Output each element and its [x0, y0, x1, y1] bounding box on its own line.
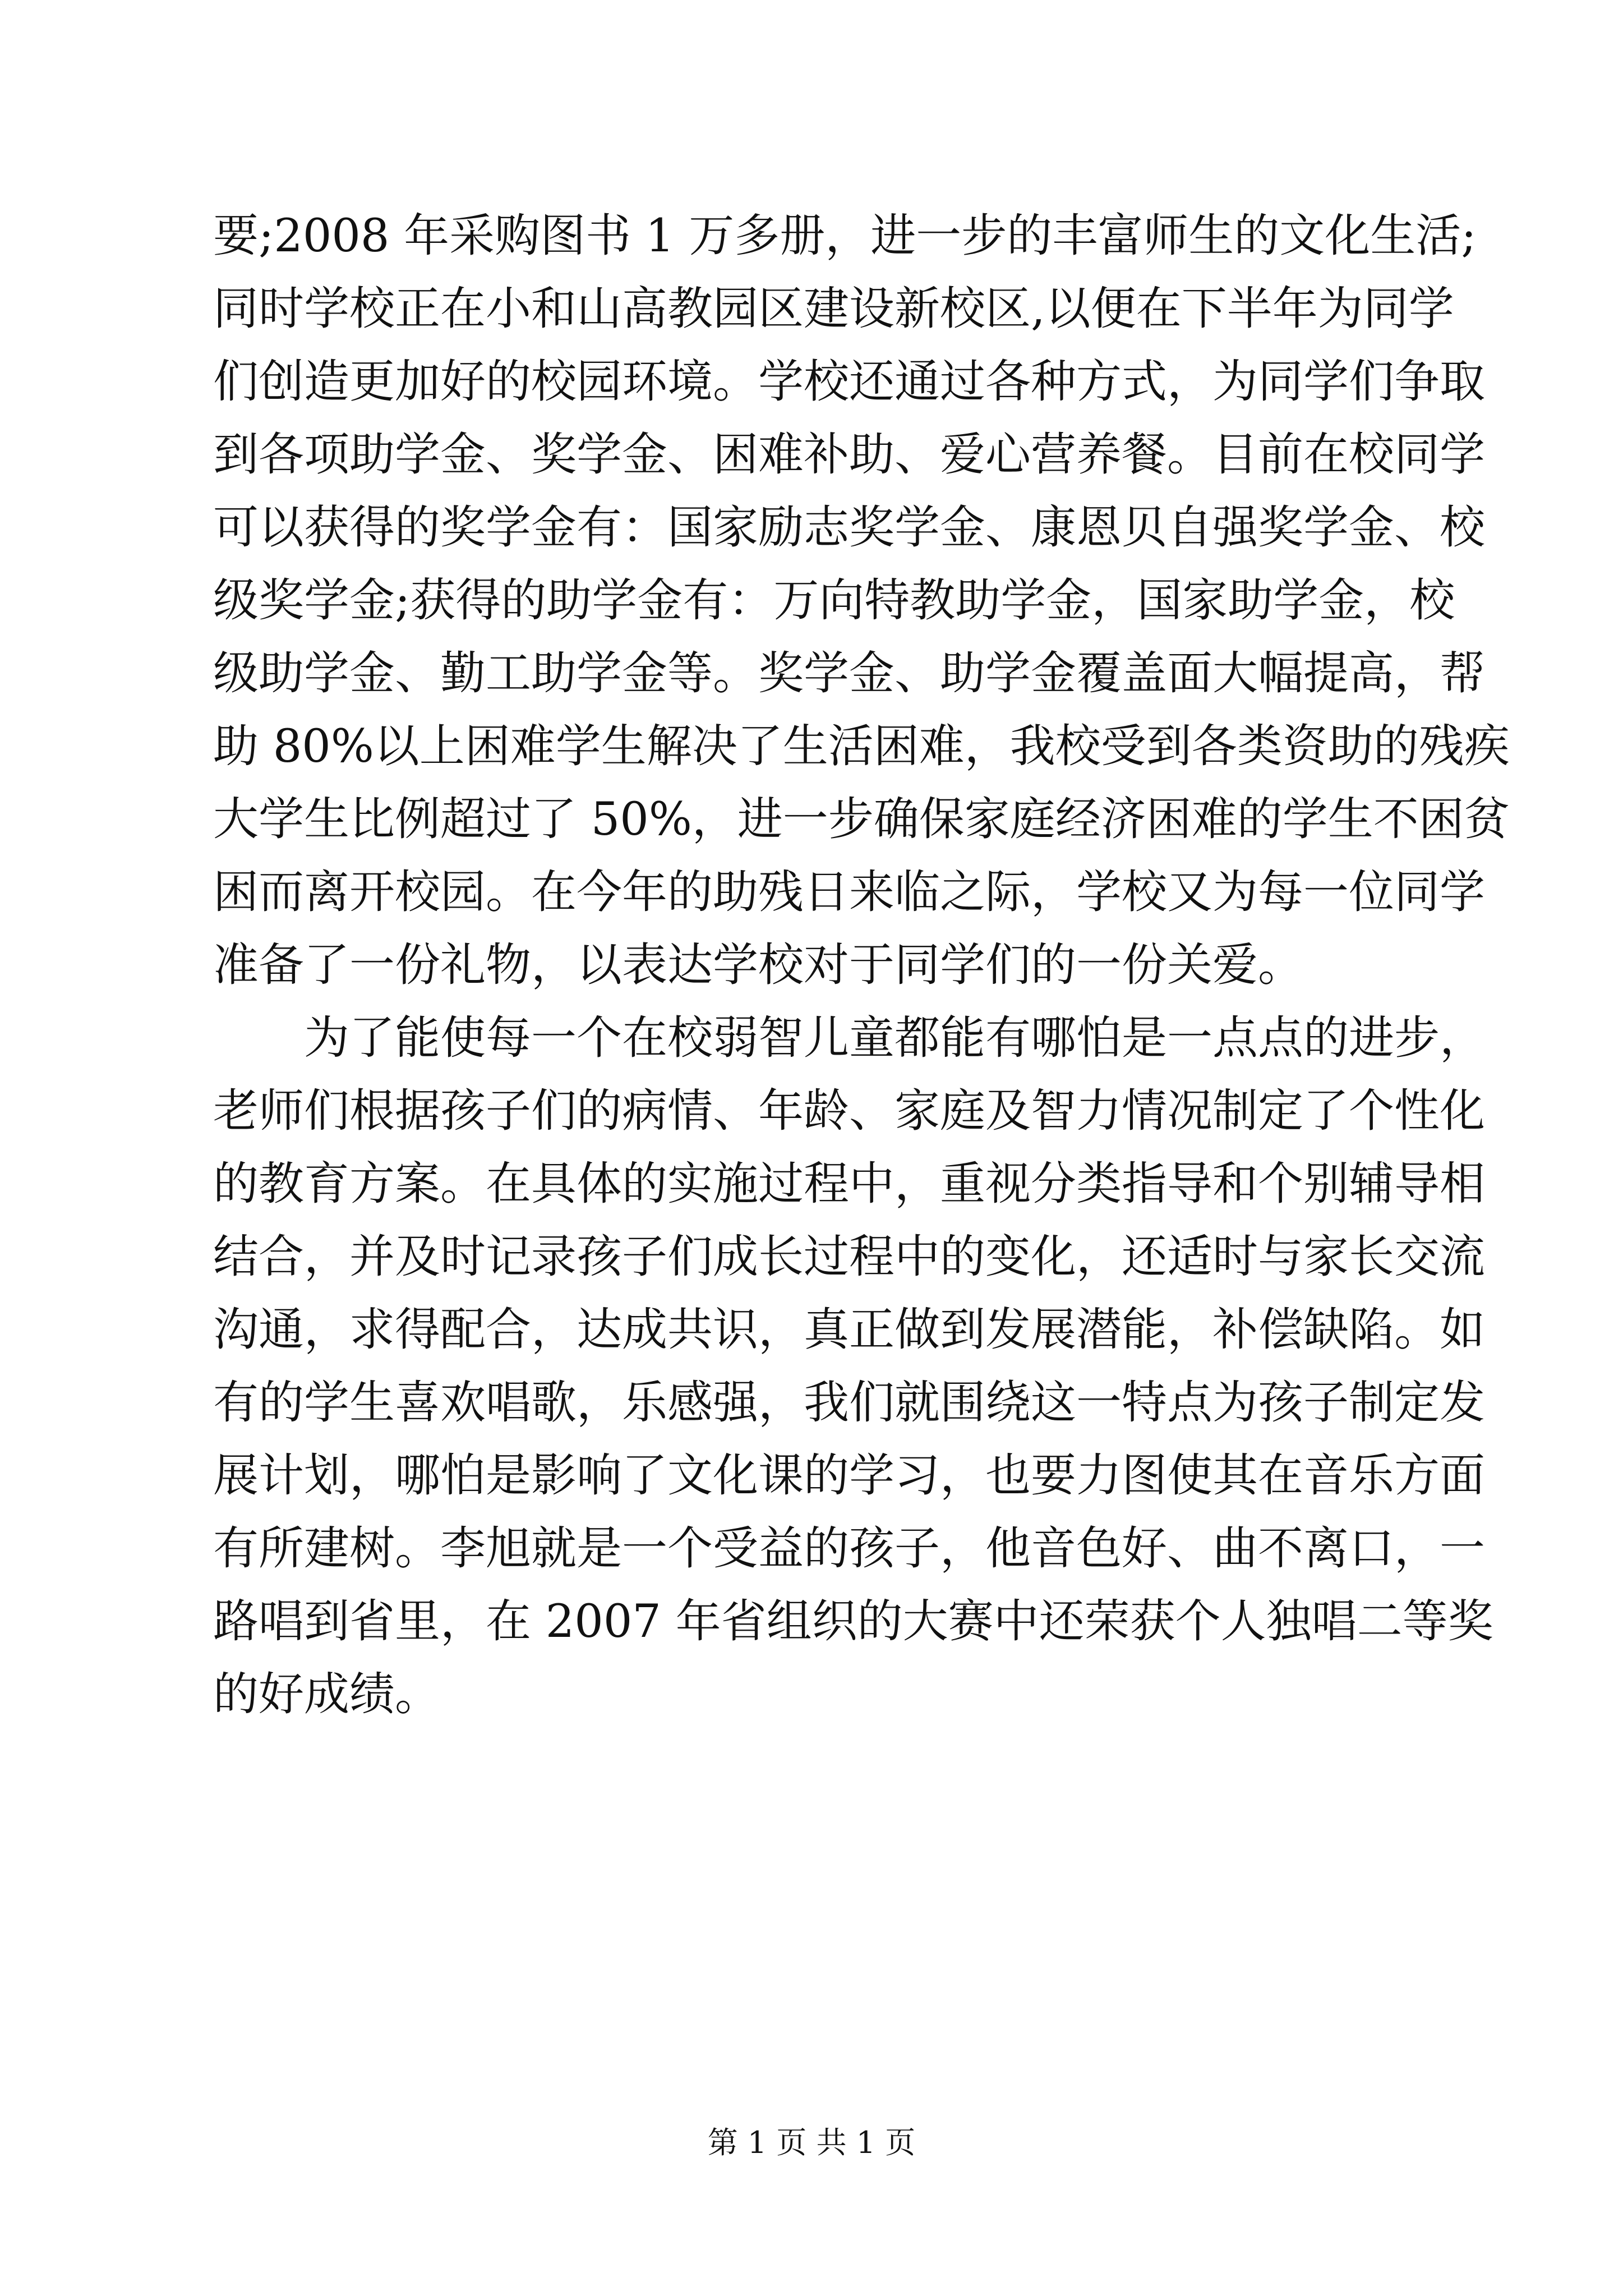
- paragraph: [213, 1002, 1493, 1731]
- text-line: 为了能使每一个在校弱智儿童都能有哪怕是一点点的进步，: [304, 1012, 1486, 1065]
- text-line: 助 80%以上困难学生解决了生活困难，我校受到各类资助的残疾: [213, 720, 1510, 773]
- text-line: 要;2008 年采购图书 1 万多册，进一步的丰富师生的文化生活;: [213, 210, 1477, 263]
- text-line: 可以获得的奖学金有：国家励志奖学金、康恩贝自强奖学金、校: [213, 501, 1486, 554]
- text-line: 结合，并及时记录孩子们成长过程中的变化，还适时与家长交流: [213, 1231, 1486, 1283]
- document-body: [213, 200, 1510, 1731]
- page-footer: [0, 2123, 1623, 2162]
- text-line: 们创造更加好的校园环境。学校还通过各种方式，为同学们争取: [213, 356, 1486, 408]
- text-line: 困而离开校园。在今年的助残日来临之际，学校又为每一位同学: [213, 866, 1486, 919]
- text-line: 级助学金、勤工助学金等。奖学金、助学金覆盖面大幅提高，帮: [213, 647, 1486, 700]
- text-line: 展计划，哪怕是影响了文化课的学习，也要力图使其在音乐方面: [213, 1450, 1486, 1502]
- text-line: 大学生比例超过了 50%，进一步确保家庭经济困难的学生不困贫: [213, 793, 1510, 846]
- text-line: 老师们根据孩子们的病情、年龄、家庭及智力情况制定了个性化: [213, 1085, 1486, 1138]
- text-line: 有的学生喜欢唱歌，乐感强，我们就围绕这一特点为孩子制定发: [213, 1377, 1486, 1429]
- text-line: 路唱到省里，在 2007 年省组织的大赛中还荣获个人独唱二等奖: [213, 1595, 1493, 1648]
- text-line: 到各项助学金、奖学金、困难补助、爱心营养餐。目前在校同学: [213, 429, 1486, 481]
- text-line: 沟通，求得配合，达成共识，真正做到发展潜能，补偿缺陷。如: [213, 1304, 1486, 1356]
- text-line: 准备了一份礼物，以表达学校对于同学们的一份关爱。: [213, 939, 1304, 992]
- text-line: 有所建树。李旭就是一个受益的孩子，他音色好、曲不离口，一: [213, 1522, 1486, 1575]
- text-line: 同时学校正在小和山高教园区建设新校区,以便在下半年为同学: [213, 283, 1454, 335]
- paragraph: [213, 200, 1510, 1002]
- page-number-label: 第 1 页 共 1 页: [707, 2125, 916, 2160]
- text-line: 级奖学金;获得的助学金有：万向特教助学金，国家助学金，校: [213, 574, 1455, 627]
- text-line: 的教育方案。在具体的实施过程中，重视分类指导和个别辅导相: [213, 1158, 1486, 1211]
- text-line: 的好成绩。: [213, 1668, 441, 1721]
